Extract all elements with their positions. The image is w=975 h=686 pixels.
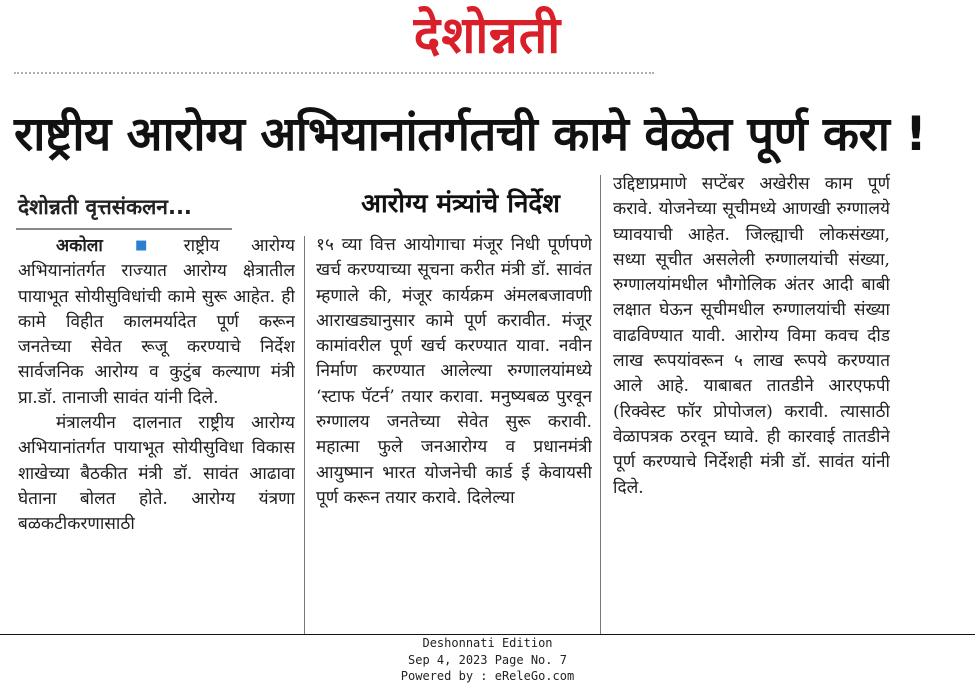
masthead-divider bbox=[14, 72, 654, 75]
footer-powered-by: Powered by : eReleGo.com bbox=[400, 669, 575, 683]
article-subheading: आरोग्य मंत्र्यांचे निर्देश bbox=[361, 189, 560, 219]
column-2-text: १५ व्या वित्त आयोगाचा मंजूर निधी पूर्णपणे खर्च करण्याच्या सूचना करीत मंत्री डॉ. सावंत म्हणाले की, मंजूर कार्यक्रम अंमलबजावणी आराखड्यानुसार कामे पूर्ण करावीत. मंजूर कामांवरील पूर्ण खर्च करण्यात यावा. नवीन निर्माण करण्यात आलेल्या रुग्णालयांमध्ये ‘स्टाफ पॅटर्न’ तयार करावा. मनुष्यबळ पुरवून रुग्णालय जनतेच्या सेवेत सुरू करावी. महात्मा फुले जनआरोग्य व प्रधानमंत्री आयुष्मान भारत योजनेची कार्ड ई केवायसी पूर्ण करून तयार करावे. दिलेल्या bbox=[316, 235, 592, 508]
paragraph-2: मंत्रालयीन दालनात राष्ट्रीय आरोग्य अभियानांतर्गत पायाभूत सोयीसुविधा विकास शाखेच्या बैठकीत मंत्री डॉ. सावंत आढावा घेताना बोलत होते. आरोग्य यंत्रणा बळकटीकरणासाठी bbox=[18, 413, 295, 535]
footer-edition: Deshonnati Edition bbox=[422, 636, 553, 650]
column-divider-1 bbox=[304, 236, 305, 634]
article-column-3 bbox=[613, 172, 890, 612]
lead-text: राष्ट्रीय आरोग्य अभियानांतर्गत राज्यात आरोग्य क्षेत्रातील पायाभूत सोयीसुविधांची कामे सुरू आहेत. ही कामे विहीत कालमर्यादेत पूर्ण करून जनतेच्या सेवेत रूजू करण्याचे निर्देश सार्वजनिक आरोग्य व कुटुंब कल्याण मंत्री प्रा.डॉ. तानाजी सावंत यांनी दिले. bbox=[18, 236, 295, 408]
article-column-2 bbox=[316, 233, 592, 634]
byline-underline bbox=[16, 228, 232, 230]
column-3-text: उद्दिष्टाप्रमाणे सप्टेंबर अखेरीस काम पूर्ण करावे. योजनेच्या सूचीमध्ये आणखी रुग्णालये घ्यावयाची आहेत. जिल्ह्याची लोकसंख्या, सध्या सूचीत असलेली रुग्णालयांची संख्या, रुग्णालयांमधील भौगोलिक अंतर आदी बाबी लक्षात घेऊन सूचीमधील रुग्णालयांची संख्या वाढविण्यात यावी. आरोग्य विमा कवच दीड लाख रूपयांवरून ५ लाख रूपये करण्यात आले आहे. याबाबत तातडीने आरएफपी (रिक्वेस्ट फॉर प्रोपोजल) करावी. त्यासाठी वेळापत्रक ठरवून घ्यावे. ही कारवाई तातडीने पूर्ण करण्याचे निर्देशही मंत्री डॉ. सावंत यांनी दिले. bbox=[613, 174, 890, 498]
lead-paragraph bbox=[18, 233, 295, 411]
footer-date-page: Sep 4, 2023 Page No. 7 bbox=[408, 652, 567, 667]
square-bullet-icon: ■ bbox=[108, 238, 174, 253]
masthead bbox=[0, 4, 975, 66]
article-headline: राष्ट्रीय आरोग्य अभियानांतर्गतची कामे वेळेत पूर्ण करा ! bbox=[14, 107, 927, 162]
newspaper-logo: देशोन्नती bbox=[413, 5, 562, 65]
page-footer bbox=[0, 635, 975, 686]
article-byline: देशोन्नती वृत्तसंकलन... bbox=[18, 195, 192, 219]
column-divider-2 bbox=[600, 175, 601, 634]
dateline: अकोला bbox=[56, 236, 103, 256]
article-column-1 bbox=[18, 233, 295, 634]
